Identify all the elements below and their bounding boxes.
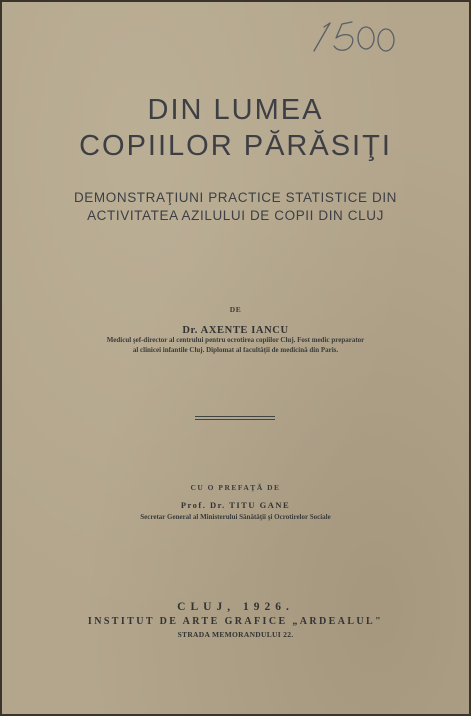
preface-author: Prof. Dr. TITU GANE xyxy=(180,500,291,510)
by-label: DE xyxy=(229,305,242,314)
preface-author-description: Secretar General al Ministerului Sănătăţii şi Ocrotirelor Sociale xyxy=(140,513,331,521)
preface-description-row xyxy=(2,506,469,524)
place-year: CLUJ, 1926. xyxy=(177,601,294,613)
street-row xyxy=(2,624,469,642)
title-block xyxy=(2,92,469,164)
publisher-address: STRADA MEMORANDULUI 22. xyxy=(177,630,294,639)
by-label-row xyxy=(2,299,469,317)
handwritten-note xyxy=(302,18,412,58)
handwritten-number-1500 xyxy=(302,18,412,58)
ornamental-divider xyxy=(195,416,275,420)
author-description-line-2: al clinicei infantile Cluj. Diplomat al facultăţii de medicină din Paris. xyxy=(132,345,339,354)
author-description xyxy=(2,336,469,355)
preface-label-row xyxy=(2,477,469,495)
book-cover xyxy=(2,2,469,714)
title-line-2: COPIILOR PĂRĂSIŢI xyxy=(79,130,392,162)
publisher-name: INSTITUT DE ARTE GRAFICE „ARDEALUL" xyxy=(87,616,384,627)
title-line-1: DIN LUMEA xyxy=(147,94,324,126)
subtitle-line-2: ACTIVITATEA AZILULUI DE COPII DIN CLUJ xyxy=(87,208,384,223)
author-description-line-1: Medicul şef-director al centrului pentru ocrotirea copiilor Cluj. Fost medic preparator xyxy=(106,336,365,344)
subtitle-block xyxy=(2,189,469,225)
preface-label: CU O PREFAŢĂ DE xyxy=(190,483,281,492)
author-name: Dr. AXENTE IANCU xyxy=(182,325,289,336)
subtitle-line-1: DEMONSTRAŢIUNI PRACTICE STATISTICE DIN xyxy=(73,190,398,205)
